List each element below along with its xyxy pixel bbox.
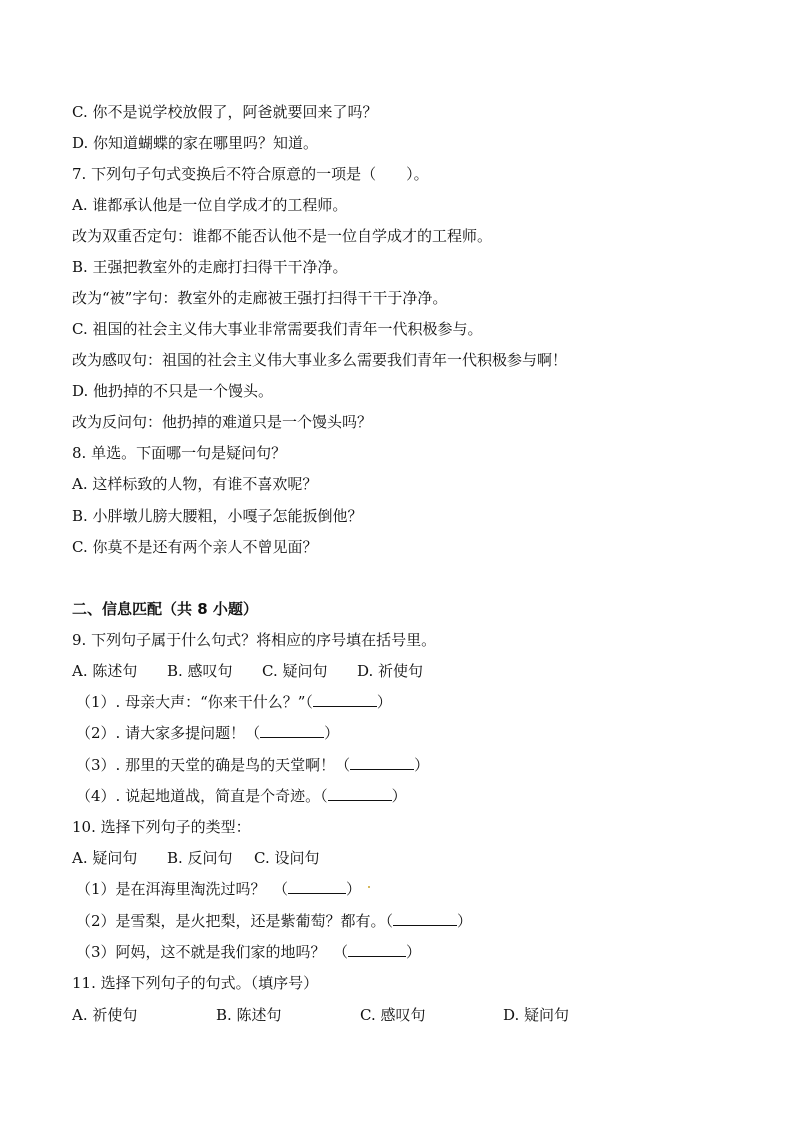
q6-option-c: C. 你不是说学校放假了，阿爸就要回来了吗？ — [72, 103, 378, 121]
q9-item: （2）. 请大家多提问题！（ ） — [76, 724, 340, 742]
q8-option: A. 这样标致的人物，有谁不喜欢呢？ — [72, 475, 318, 493]
q11-option: D. 疑问句 — [503, 1006, 570, 1024]
q10-item: （3）阿妈，这不就是我们家的地吗？ （ ） — [76, 943, 422, 961]
q7-line: B. 王强把教室外的走廊打扫得干干净净。 — [72, 258, 348, 276]
q10-options — [72, 848, 319, 868]
q6-option-d: D. 你知道蝴蝶的家在哪里吗？知道。 — [72, 134, 319, 152]
section-heading: 二、信息匹配（共 8 小题） — [72, 600, 258, 618]
q7-stem: 7. 下列句子句式变换后不符合原意的一项是（ ）。 — [72, 165, 429, 183]
answer-blank[interactable] — [328, 786, 392, 801]
q9-item: （3）. 那里的天堂的确是鸟的天堂啊！（ ） — [76, 756, 430, 774]
q7-line: 改为感叹句：祖国的社会主义伟大事业多么需要我们青年一代积极参与啊！ — [72, 351, 568, 369]
q8-option: C. 你莫不是还有两个亲人不曾见面？ — [72, 538, 318, 556]
answer-blank[interactable] — [288, 879, 346, 894]
q10-option: C. 设问句 — [254, 849, 320, 867]
q9-options — [72, 661, 423, 681]
q7-line: A. 谁都承认他是一位自学成才的工程师。 — [72, 196, 348, 214]
q10-stem: 10. 选择下列句子的类型： — [72, 818, 251, 836]
q9-option: A. 陈述句 — [72, 662, 138, 680]
q10-option: B. 反问句 — [167, 849, 233, 867]
q10-item: （1）是在洱海里淘洗过吗？ （ ） — [76, 880, 362, 898]
answer-blank[interactable] — [260, 723, 324, 738]
stray-dot — [368, 886, 370, 888]
q8-option: B. 小胖墩儿膀大腰粗，小嘎子怎能扳倒他？ — [72, 507, 363, 525]
q7-line: 改为“被”字句：教室外的走廊被王强打扫得干干于净净。 — [72, 289, 448, 307]
q10-option: A. 疑问句 — [72, 849, 138, 867]
q7-line: D. 他扔掉的不只是一个馒头。 — [72, 382, 274, 400]
q10-item: （2）是雪梨，是火把梨，还是紫葡萄？都有。（ ） — [76, 912, 473, 930]
q9-item: （1）. 母亲大声：“你来干什么？”（ ） — [76, 693, 392, 711]
q11-options — [72, 1005, 569, 1025]
q11-stem: 11. 选择下列句子的句式。（填序号） — [72, 974, 319, 992]
q9-option: C. 疑问句 — [262, 662, 328, 680]
q7-line: 改为双重否定句：谁都不能否认他不是一位自学成才的工程师。 — [72, 227, 493, 245]
answer-blank[interactable] — [313, 692, 377, 707]
q11-option: A. 祈使句 — [72, 1006, 138, 1024]
answer-blank[interactable] — [350, 755, 414, 770]
q11-option: B. 陈述句 — [216, 1006, 282, 1024]
q9-option: D. 祈使句 — [357, 662, 424, 680]
q11-option: C. 感叹句 — [360, 1006, 426, 1024]
answer-blank[interactable] — [393, 911, 457, 926]
q9-option: B. 感叹句 — [167, 662, 233, 680]
q9-item: （4）. 说起地道战，简直是个奇迹。（ ） — [76, 787, 407, 805]
q9-stem: 9. 下列句子属于什么句式？将相应的序号填在括号里。 — [72, 631, 437, 649]
q8-stem: 8. 单选。下面哪一句是疑问句？ — [72, 444, 287, 462]
q7-line: 改为反问句：他扔掉的难道只是一个馒头吗？ — [72, 413, 373, 431]
answer-blank[interactable] — [348, 942, 406, 957]
q7-line: C. 祖国的社会主义伟大事业非常需要我们青年一代积极参与。 — [72, 320, 483, 338]
